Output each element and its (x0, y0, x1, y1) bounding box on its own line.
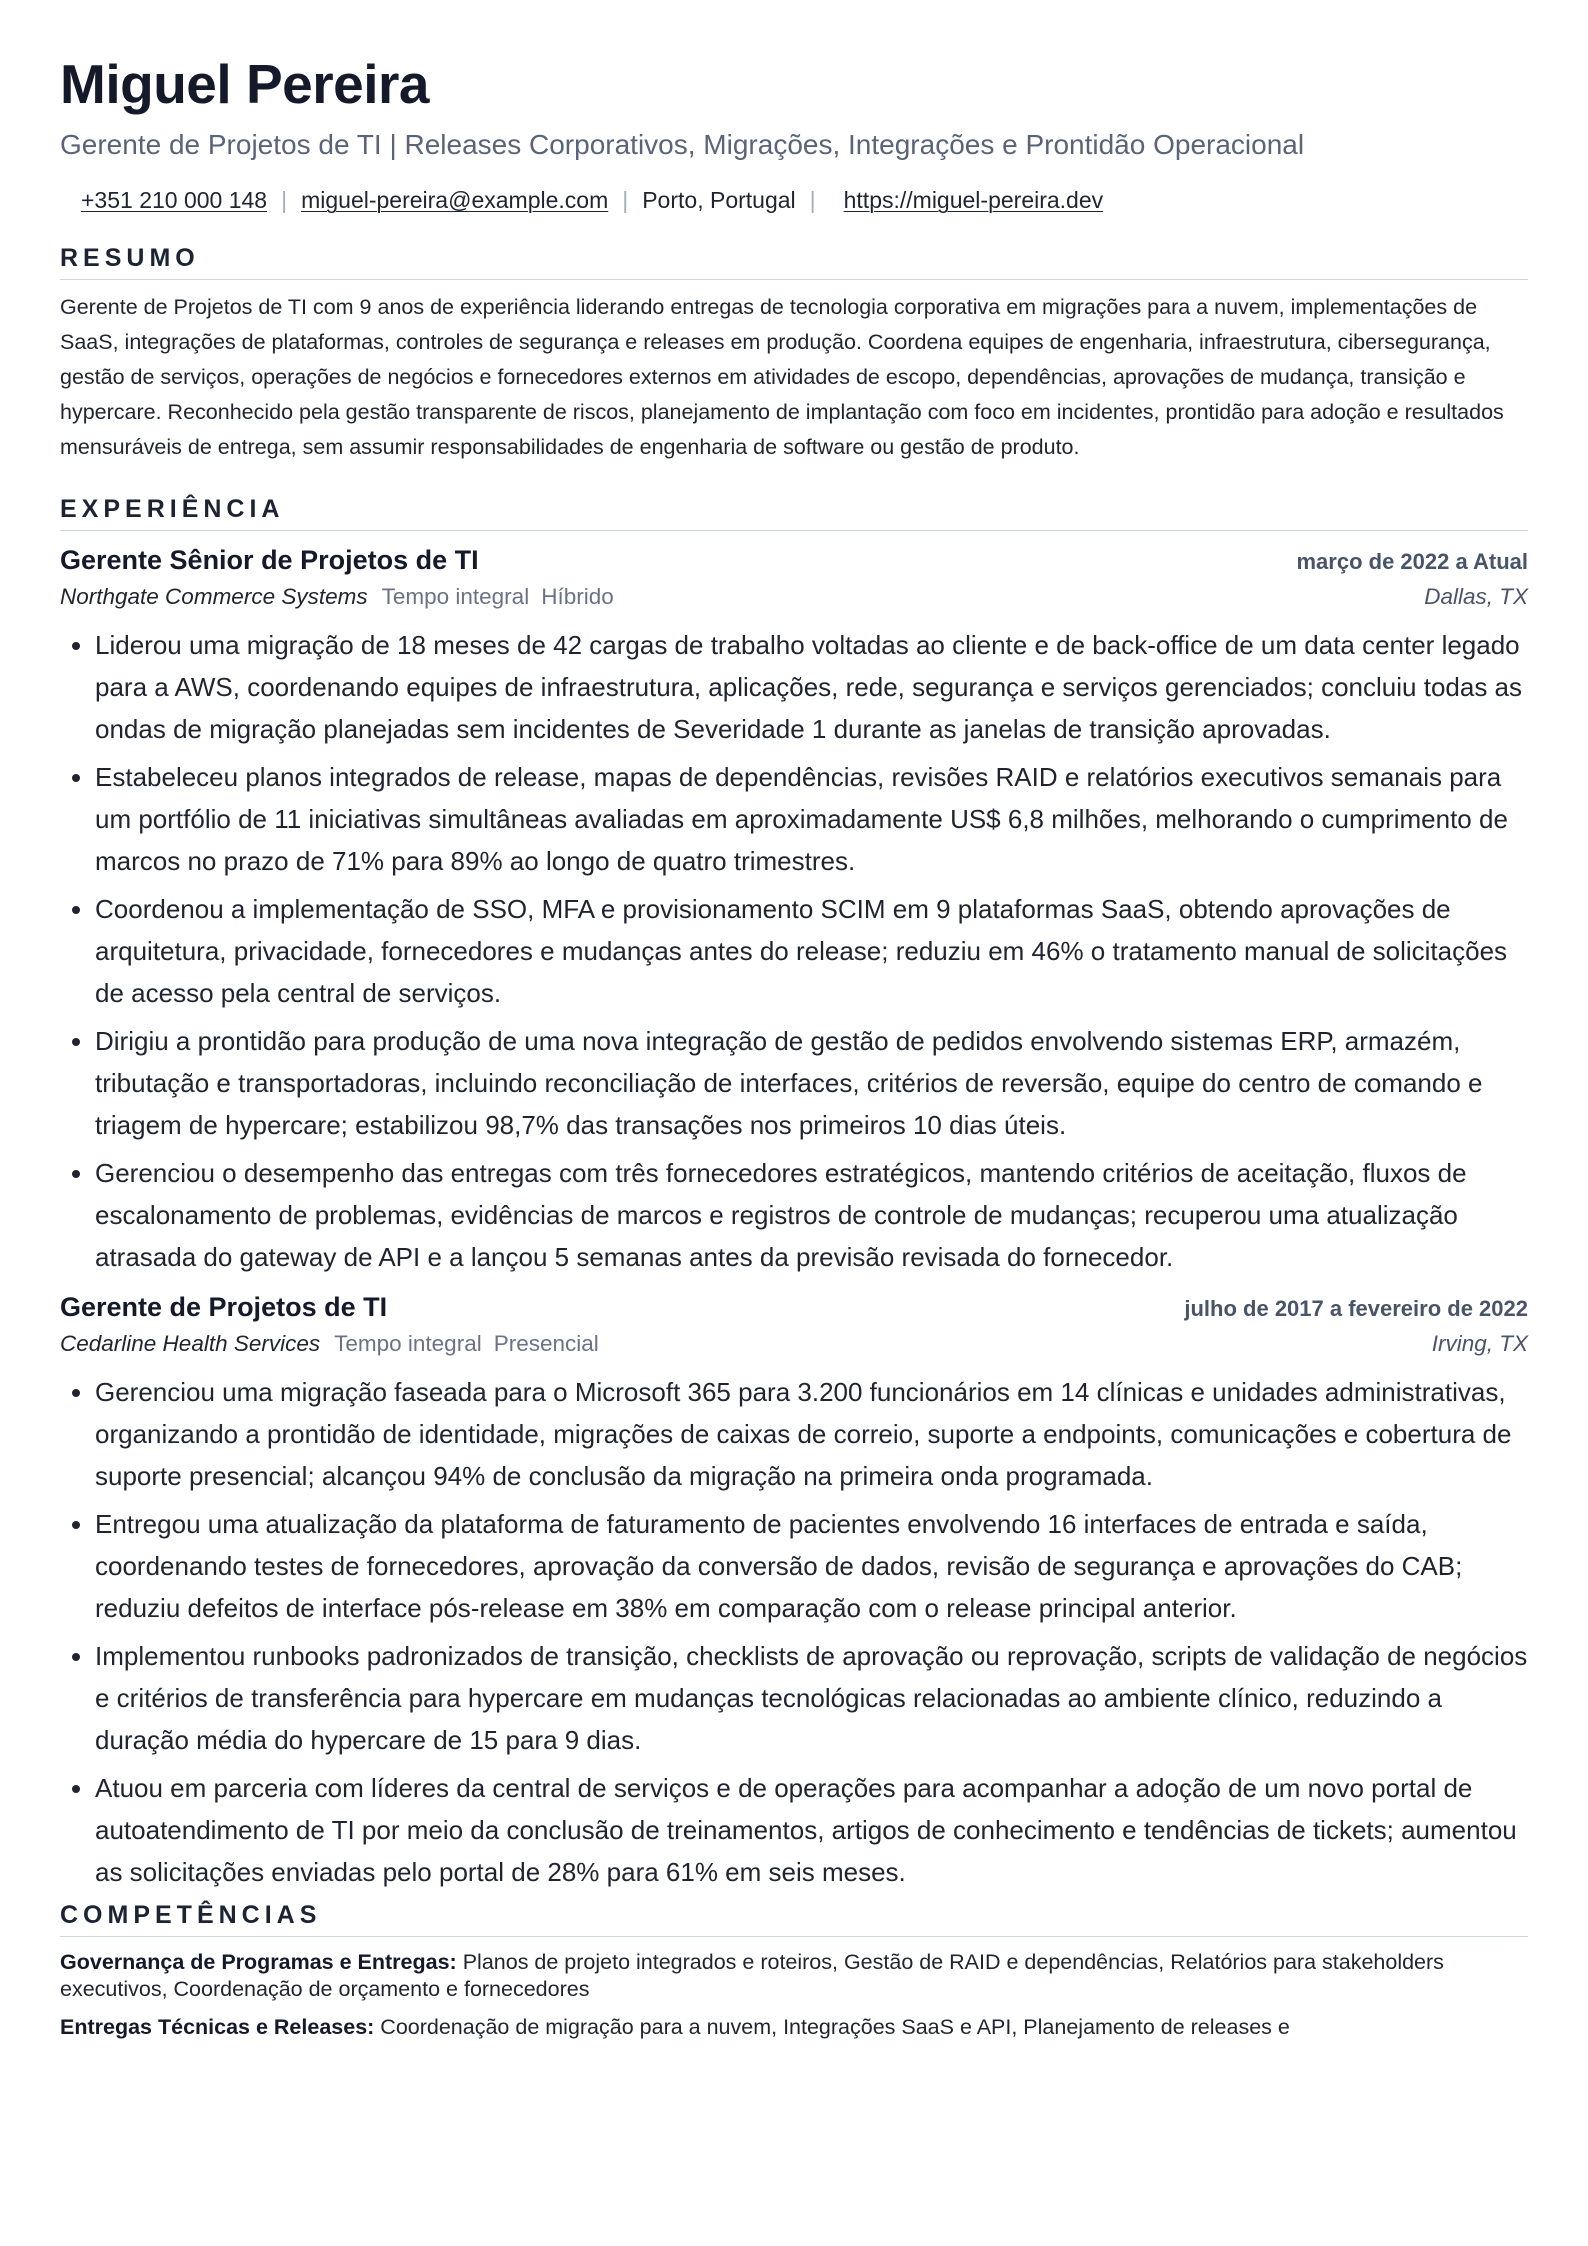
headline: Gerente de Projetos de TI | Releases Corporativos, Migrações, Integrações e Prontidão Operacional (60, 128, 1305, 160)
job-entry (60, 1292, 1528, 1893)
candidate-name: Miguel Pereira (60, 53, 429, 115)
section-title-experience: EXPERIÊNCIA (60, 495, 1528, 531)
bullet-item: • Atuou em parceria com líderes da central de serviços e de operações para acompanhar a adoção de um novo portal de autoatendimento de TI por meio da conclusão de treinamentos, artigos de conhecimento e tendências de tickets; aumentou as solicitações enviadas pelo portal de 28% para 61% em seis meses. (95, 1767, 1528, 1893)
bullet-item: • Dirigiu a prontidão para produção de uma nova integração de gestão de pedidos envolvendo sistemas ERP, armazém, tributação e transportadoras, incluindo reconciliação de interfaces, critérios de reversão, equipe do centro de comando e triagem de hypercare; estabilizou 98,7% das transações nos primeiros 10 dias úteis. (95, 1020, 1528, 1146)
job-dates: março de 2022 a Atual (1296, 549, 1528, 575)
company-name: Cedarline Health Services (60, 1331, 321, 1357)
job-title: Gerente Sênior de Projetos de TI (60, 545, 479, 576)
skill-row (60, 1949, 1528, 2003)
job-location: Irving, TX (1431, 1331, 1528, 1357)
location-text: Porto, Portugal (642, 187, 796, 214)
bullet-item: • Coordenou a implementação de SSO, MFA e provisionamento SCIM em 9 plataformas SaaS, obtendo aprovações de arquitetura, privacidade, fornecedores e mudanças antes do release; reduziu em 46% o tratamento manual de solicitações de acesso pela central de serviços. (95, 888, 1528, 1014)
skill-text: Planos de projeto integrados e roteiros, Gestão de RAID e dependências, Relatórios para stakeholders executivos, Coordenação de orçamento e fornecedores (60, 1950, 1444, 2002)
phone-link[interactable]: +351 210 000 148 (81, 187, 268, 214)
job-location: Dallas, TX (1424, 584, 1528, 610)
contact-separator: | (622, 187, 629, 214)
website-link[interactable]: https://miguel-pereira.dev (843, 187, 1104, 214)
skill-text: Coordenação de migração para a nuvem, Integrações SaaS e API, Planejamento de releases e (380, 2015, 1290, 2040)
work-mode: Híbrido (541, 584, 614, 610)
job-dates: julho de 2017 a fevereiro de 2022 (1184, 1296, 1528, 1322)
contact-separator: | (809, 187, 816, 214)
bullet-item: • Implementou runbooks padronizados de transição, checklists de aprovação ou reprovação, scripts de validação de negócios e critérios de transferência para hypercare em mudanças tecnológicas relacionadas ao ambiente clínico, reduzindo a duração média do hypercare de 15 para 9 dias. (95, 1635, 1528, 1761)
job-bullets (60, 624, 1528, 1278)
employment-type: Tempo integral (381, 584, 530, 610)
job-bullets (60, 1371, 1528, 1893)
bullet-item: • Gerenciou o desempenho das entregas com três fornecedores estratégicos, mantendo critérios de aceitação, fluxos de escalonamento de problemas, evidências de marcos e registros de controle de mudanças; recuperou uma atualização atrasada do gateway de API e a lançou 5 semanas antes da previsão revisada do fornecedor. (95, 1152, 1528, 1278)
job-entry (60, 545, 1528, 1278)
company-name: Northgate Commerce Systems (60, 584, 368, 610)
section-title-skills: COMPETÊNCIAS (60, 1901, 1528, 1937)
contact-bar (60, 187, 1528, 214)
job-title: Gerente de Projetos de TI (60, 1292, 388, 1323)
summary-text: Gerente de Projetos de TI com 9 anos de experiência liderando entregas de tecnologia corporativa em migrações para a nuvem, implementações de SaaS, integrações de plataformas, controles de segurança e releases em produção. Coordena equipes de engenharia, infraestrutura, cibersegurança, gestão de serviços, operações de negócios e fornecedores externos em atividades de escopo, dependências, aprovações de mudança, transição e hypercare. Reconhecido pela gestão transparente de riscos, planejamento de implantação com foco em incidentes, prontidão para adoção e resultados mensuráveis de entrega, sem assumir responsabilidades de engenharia de software ou gestão de produto. (60, 295, 1504, 460)
skills-list (60, 1949, 1528, 2041)
contact-separator: | (281, 187, 288, 214)
skill-row (60, 2014, 1528, 2041)
work-mode: Presencial (493, 1331, 599, 1357)
skill-label: Governança de Programas e Entregas: (60, 1950, 457, 1975)
bullet-item: • Entregou uma atualização da plataforma de faturamento de pacientes envolvendo 16 interfaces de entrada e saída, coordenando testes de fornecedores, aprovação da conversão de dados, revisão de segurança e aprovações do CAB; reduziu defeitos de interface pós-release em 38% em comparação com o release principal anterior. (95, 1503, 1528, 1629)
bullet-item: • Estabeleceu planos integrados de release, mapas de dependências, revisões RAID e relatórios executivos semanais para um portfólio de 11 iniciativas simultâneas avaliadas em aproximadamente US$ 6,8 milhões, melhorando o cumprimento de marcos no prazo de 71% para 89% ao longo de quatro trimestres. (95, 756, 1528, 882)
section-title-summary: RESUMO (60, 244, 1528, 280)
employment-type: Tempo integral (334, 1331, 482, 1357)
email-link[interactable]: miguel-pereira@example.com (301, 187, 609, 214)
bullet-item: • Gerenciou uma migração faseada para o Microsoft 365 para 3.200 funcionários em 14 clínicas e unidades administrativas, organizando a prontidão de identidade, migrações de caixas de correio, suporte a endpoints, comunicações e cobertura de suporte presencial; alcançou 94% de conclusão da migração na primeira onda programada. (95, 1371, 1528, 1497)
bullet-item: • Liderou uma migração de 18 meses de 42 cargas de trabalho voltadas ao cliente e de back-office de um data center legado para a AWS, coordenando equipes de infraestrutura, aplicações, rede, segurança e serviços gerenciados; concluiu todas as ondas de migração planejadas sem incidentes de Severidade 1 durante as janelas de transição aprovadas. (95, 624, 1528, 750)
skill-label: Entregas Técnicas e Releases: (60, 2015, 375, 2040)
